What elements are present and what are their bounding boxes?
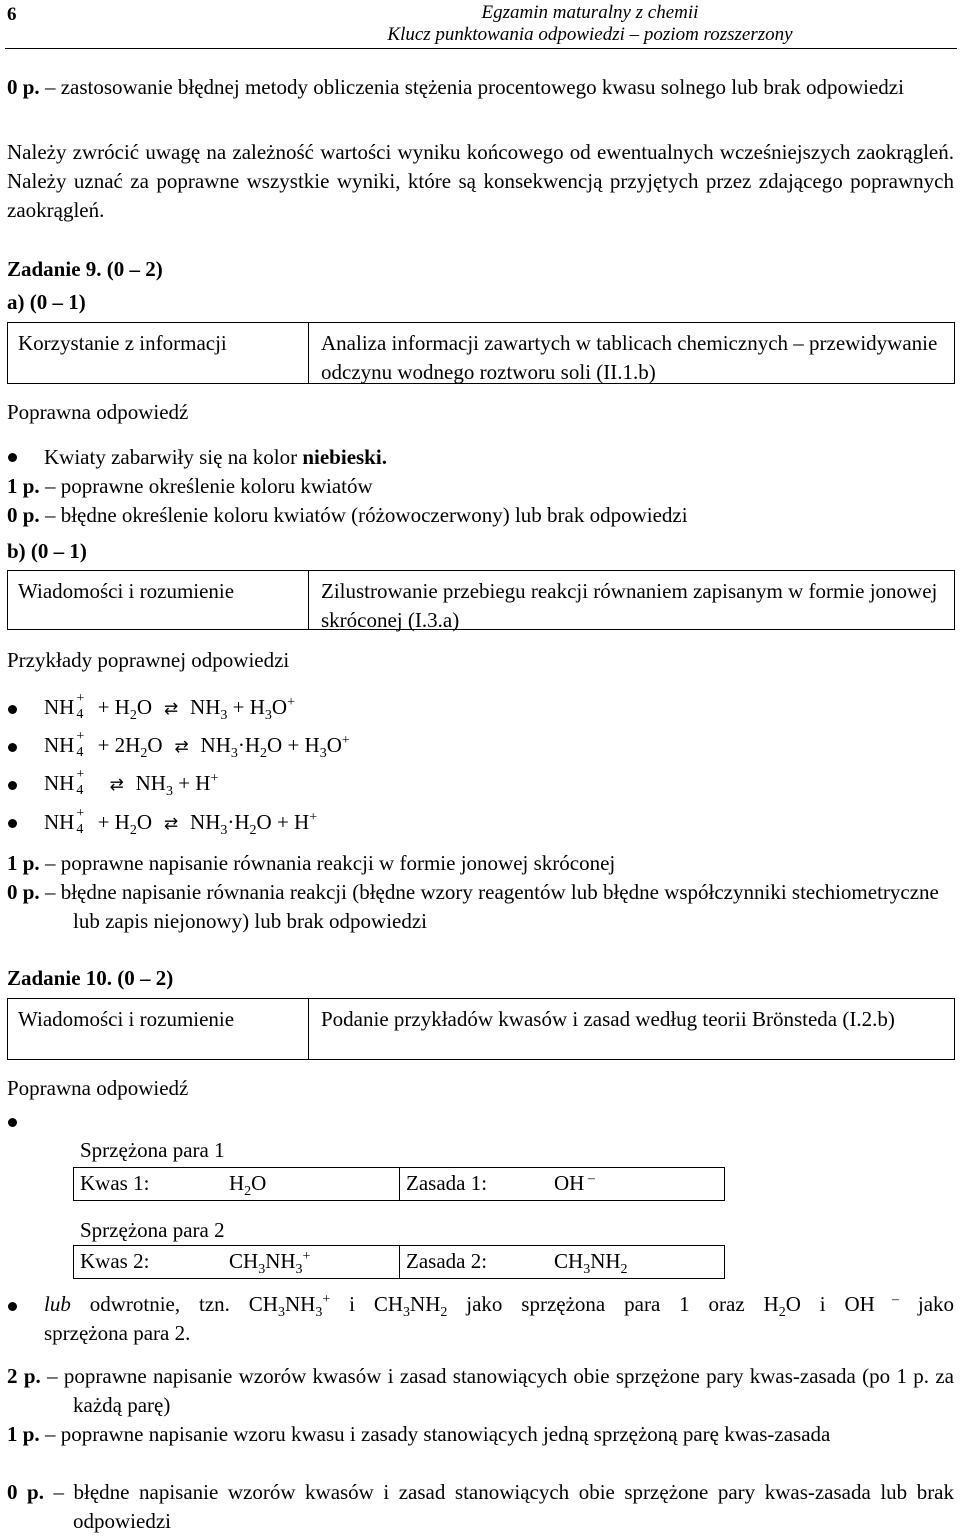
task9b-answer-heading: Przykłady poprawnej odpowiedzi <box>7 648 290 672</box>
task10-one-point <box>7 1420 954 1449</box>
equation-4: NH + 4 + $H_2O$ ⇄ $NH_3\cdot H_2O + H^+$ <box>44 806 318 839</box>
task9b-zero-point <box>7 878 954 936</box>
points-label: 0 p. <box>7 1480 44 1504</box>
alt-text: jako <box>917 1292 955 1316</box>
pair1-table <box>73 1167 725 1201</box>
equation-2: NH + 4 + $2H_2O$ ⇄ $NH_3\cdot H_2O + H_3O^+$ <box>44 729 350 762</box>
header-title-line2: Klucz punktowania odpowiedzi – poziom rozszerzony <box>387 24 793 45</box>
task9b-one-point <box>7 849 615 878</box>
points-label: 0 p. <box>7 503 40 527</box>
base2-label: Zasada 2: <box>406 1249 488 1273</box>
points-text: – poprawne napisanie wzorów kwasów i zasad stanowiących obie sprzężone pary kwas-zasada (po 1 p. za każdą parę) <box>47 1364 954 1417</box>
bullet-icon <box>8 819 17 828</box>
task10-alternative-line2: sprzężona para 2. <box>44 1321 191 1345</box>
points-label: 0 p. <box>7 880 40 904</box>
equation-1: NH + 4 + $H_2O$ ⇄ $NH_3 + H_3O^+$ <box>44 691 295 724</box>
task10-requirement: Podanie przykładów kwasów i zasad według teorii Brönsteda (I.2.b) <box>321 1007 895 1031</box>
table-divider <box>399 1167 400 1201</box>
acid1-label: Kwas 1: <box>80 1171 150 1195</box>
alt-text: odwrotnie, tzn. <box>89 1292 230 1316</box>
task9-title: Zadanie 9. (0 – 2) <box>7 257 163 281</box>
task9a-answer-bold: niebieski. <box>302 445 387 469</box>
points-text: – poprawne napisanie równania reakcji w formie jonowej skróconej <box>44 851 616 875</box>
points-text: – błędne napisanie wzorów kwasów i zasad stanowiących obie sprzężone pary kwas-zasada lub brak odpowiedzi <box>53 1480 955 1533</box>
task9b-requirement: Zilustrowanie przebiegu reakcji równaniem zapisanym w formie jonowej skróconej (I.3.a) <box>321 579 938 632</box>
task9a-one-point <box>7 472 373 501</box>
points-text: – poprawne określenie koloru kwiatów <box>44 474 373 498</box>
box-divider <box>308 570 309 630</box>
intro-zero-points <box>7 73 954 102</box>
task9b-requirements-box <box>7 570 955 630</box>
bullet-icon <box>8 1118 17 1127</box>
equation-3: NH + 4 ⇄ $NH_3 + H^+$ <box>44 767 219 800</box>
task10-area: Wiadomości i rozumienie <box>18 1007 235 1031</box>
alt-lub: lub <box>44 1292 71 1316</box>
points-label: 1 p. <box>7 1422 40 1446</box>
base1-label: Zasada 1: <box>406 1171 488 1195</box>
points-text: – błędne napisanie równania reakcji (błędne wzory reagentów lub błędne współczynniki stechiometryczne lub zapis niejonowy) lub brak odpowiedzi <box>44 880 939 933</box>
points-text: – błędne określenie koloru kwiatów (różowoczerwony) lub brak odpowiedzi <box>44 503 688 527</box>
task9b-area: Wiadomości i rozumienie <box>18 579 235 603</box>
task9b-label: b) (0 – 1) <box>7 539 87 563</box>
points-label: 1 p. <box>7 851 40 875</box>
pair2-table <box>73 1245 725 1279</box>
task9a-requirements-box <box>7 322 955 384</box>
base2-formula: $CH_3NH_2$ <box>554 1249 628 1278</box>
bullet-icon <box>8 1302 17 1311</box>
bullet-icon <box>8 781 17 790</box>
points-text: – poprawne napisanie wzoru kwasu i zasady stanowiących jedną sprzężoną parę kwas-zasada <box>44 1422 831 1446</box>
task9a-zero-point <box>7 501 688 530</box>
box-divider <box>308 322 309 384</box>
task10-answer-heading: Poprawna odpowiedź <box>7 1076 189 1100</box>
task9a-answer-text: Kwiaty zabarwiły się na kolor <box>44 445 298 469</box>
alt-text: i <box>349 1292 355 1316</box>
acid1-formula: $H_2O$ <box>229 1171 267 1200</box>
task10-title: Zadanie 10. (0 – 2) <box>7 966 174 990</box>
intro-note: Należy zwrócić uwagę na zależność wartości wyniku końcowego od ewentualnych wcześniejszych zaokrągleń. Należy uznać za poprawne wszystkie wyniki, które są konsekwencją przyjętych przez zdającego poprawnych zaokrągleń. <box>7 140 954 222</box>
bullet-icon <box>8 743 17 752</box>
table-divider <box>399 1245 400 1279</box>
task10-two-points <box>7 1362 954 1420</box>
header-title-line1: Egzamin maturalny z chemii <box>481 2 699 23</box>
task9a-area: Korzystanie z informacji <box>18 331 227 355</box>
alt-text: jako sprzężona para 1 oraz <box>466 1292 745 1316</box>
task10-zero-point <box>7 1478 954 1536</box>
pair2-title: Sprzężona para 2 <box>80 1218 225 1242</box>
points-label: 1 p. <box>7 474 40 498</box>
page-number: 6 <box>7 4 17 25</box>
task9a-requirement: Analiza informacji zawartych w tablicach chemicznych – przewidywanie odczynu wodnego roztworu soli (II.1.b) <box>321 331 938 384</box>
intro-zero-points-text: – zastosowanie błędnej metody obliczenia stężenia procentowego kwasu solnego lub brak odpowiedzi <box>44 75 904 99</box>
task10-requirements-box <box>7 998 955 1060</box>
base1-formula: OH – <box>554 1171 595 1195</box>
alt-text: i <box>819 1292 826 1316</box>
pair1-title: Sprzężona para 1 <box>80 1138 225 1162</box>
bullet-icon <box>8 453 17 462</box>
header-divider <box>5 48 957 49</box>
task9a-answer <box>44 443 387 472</box>
acid2-formula: $CH_3NH_3^+$ <box>229 1249 311 1278</box>
task9a-answer-heading: Poprawna odpowiedź <box>7 400 189 424</box>
points-label: 2 p. <box>7 1364 41 1388</box>
acid2-label: Kwas 2: <box>80 1249 150 1273</box>
intro-zero-points-label: 0 p. <box>7 75 40 99</box>
task10-alternative-line1: lub odwrotnie, tzn. $CH_3NH_3^+$ i $CH_3NH_2$ jako sprzężona para 1 oraz $H_2O$ i OH – jako <box>44 1292 955 1321</box>
box-divider <box>308 998 309 1060</box>
task9a-label: a) (0 – 1) <box>7 290 86 314</box>
bullet-icon <box>8 705 17 714</box>
